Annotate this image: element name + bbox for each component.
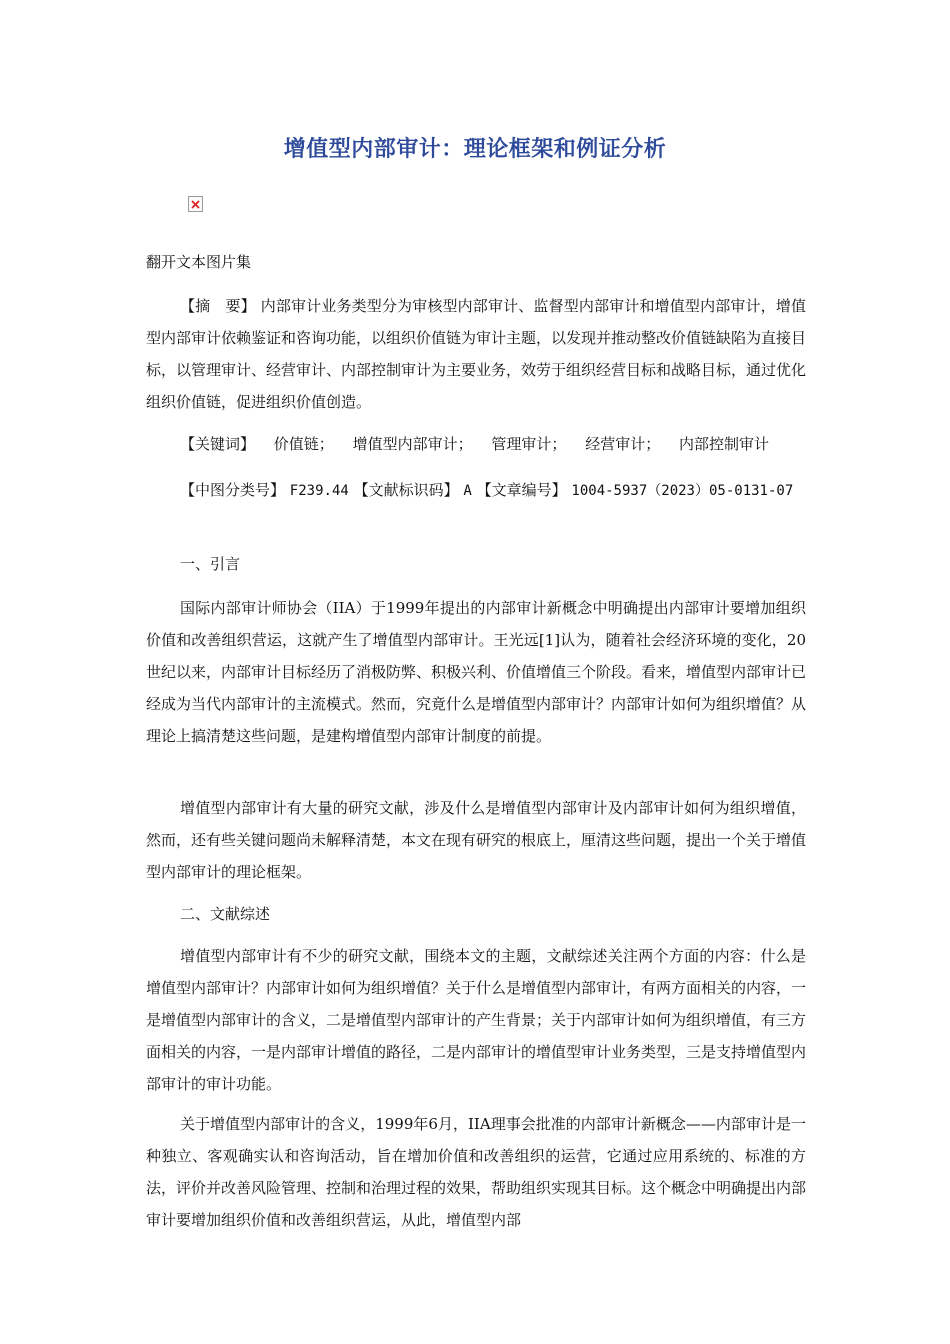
review-paragraph-1: 增值型内部审计有不少的研究文献，围绕本文的主题，文献综述关注两个方面的内容：什么是增值型内部审计？内部审计如何为组织增值？关于什么是增值型内部审计，有两方面相关的内容，一是增值型内部审计的含义，二是增值型内部审计的产生背景；关于内部审计如何为组织增值，有三方面相关的内容，一是内部审计增值的路径，二是内部审计的增值型审计业务类型，三是支持增值型内部审计的审计功能。: [146, 947, 807, 1093]
classification-line: [146, 474, 806, 507]
abstract-text: 内部审计业务类型分为审核型内部审计、监督型内部审计和增值型内部审计，增值型内部审计依赖鉴证和咨询功能，以组织价值链为审计主题，以发现并推动整改价值链缺陷为直接目标，以管理审计、经营审计、内部控制审计为主要业务，效劳于组织经营目标和战略目标，通过优化组织价值链，促进组织价值创造。: [146, 297, 807, 411]
section-heading-review: 二、文献综述: [180, 905, 271, 923]
keyword-item: 增值型内部审计；: [352, 435, 473, 453]
clc-value: F239.44: [289, 483, 349, 499]
abstract-paragraph: [146, 290, 806, 418]
gallery-link[interactable]: 翻开文本图片集: [146, 253, 252, 271]
clc-label: 【中图分类号】: [180, 481, 286, 499]
page-title: 增值型内部审计：理论框架和例证分析: [283, 137, 667, 162]
broken-image-x-mark: [191, 200, 200, 209]
article-number-value: 1004-5937（2023）05-0131-07: [571, 483, 794, 499]
article-number-label: 【文章编号】: [476, 481, 567, 499]
doc-code-value: A: [463, 483, 472, 499]
abstract-label: 【摘 要】: [180, 297, 256, 315]
keywords-line: [146, 428, 806, 460]
broken-image-icon[interactable]: [188, 196, 203, 212]
keywords-label: 【关键词】: [180, 435, 256, 453]
keyword-item: 价值链；: [273, 435, 334, 453]
doc-code-label: 【文献标识码】: [353, 481, 459, 499]
keyword-item: 经营审计；: [585, 435, 661, 453]
intro-paragraph-2: 增值型内部审计有大量的研究文献，涉及什么是增值型内部审计及内部审计如何为组织增值，然而，还有些关键问题尚未解释清楚，本文在现有研究的根底上，厘清这些问题，提出一个关于增值型内部审计的理论框架。: [146, 799, 807, 881]
section-heading-intro: 一、引言: [180, 555, 241, 573]
review-paragraph-2: 关于增值型内部审计的含义，1999年6月，IIA理事会批准的内部审计新概念——内部审计是一种独立、客观确实认和咨询活动，旨在增加价值和改善组织的运营，它通过应用系统的、标准的方法，评价并改善风险管理、控制和治理过程的效果，帮助组织实现其目标。这个概念中明确提出内部审计要增加组织价值和改善组织营运，从此，增值型内部: [146, 1115, 807, 1229]
keyword-item: 管理审计；: [491, 435, 567, 453]
keyword-item: 内部控制审计: [678, 435, 769, 453]
intro-paragraph-1: 国际内部审计师协会（IIA）于1999年提出的内部审计新概念中明确提出内部审计要增加组织价值和改善组织营运，这就产生了增值型内部审计。王光远[1]认为，随着社会经济环境的变化，20世纪以来，内部审计目标经历了消极防弊、积极兴利、价值增值三个阶段。看来，增值型内部审计已经成为当代内部审计的主流模式。然而，究竟什么是增值型内部审计？内部审计如何为组织增值？从理论上搞清楚这些问题，是建构增值型内部审计制度的前提。: [146, 599, 807, 745]
